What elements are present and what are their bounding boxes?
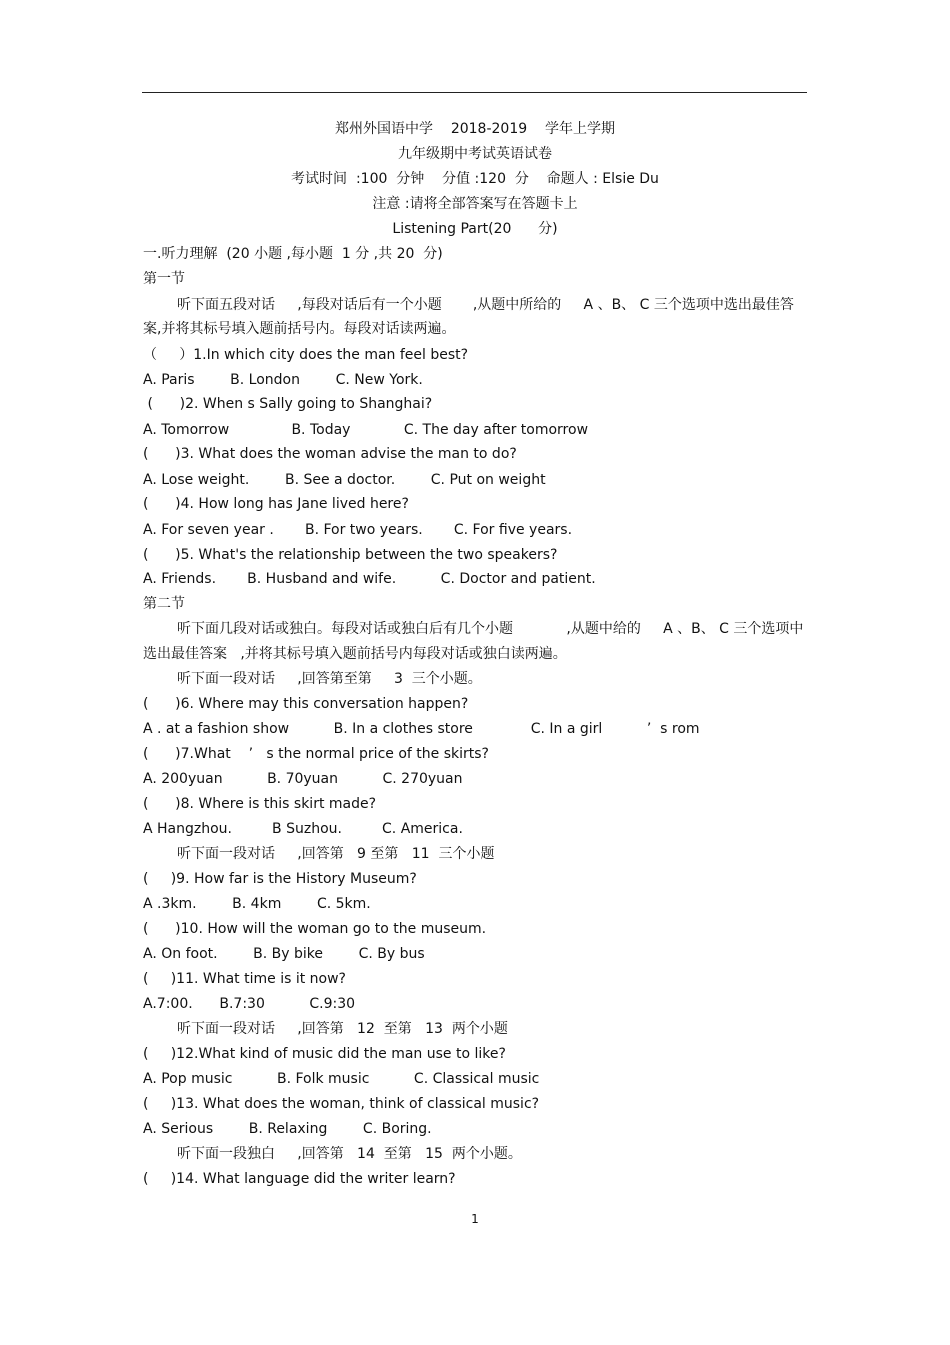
- question-6-options: A . at a fashion show B. In a clothes store C. In a girl ’ s rom: [143, 721, 700, 737]
- part2-label: 第二节: [143, 596, 185, 612]
- question-8: ( )8. Where is this skirt made?: [143, 796, 377, 812]
- question-14: ( )14. What language did the writer learn?: [143, 1171, 456, 1187]
- part2-instruction-cont: 选出最佳答案 ,并将其标号填入题前括号内每段对话或独白读两遍。: [143, 646, 567, 662]
- question-13: ( )13. What does the woman, think of classical music?: [143, 1096, 540, 1112]
- question-3: ( )3. What does the woman advise the man to do?: [143, 446, 517, 462]
- group-2-instruction: 听下面一段对话 ,回答第 9 至第 11 三个小题: [177, 846, 495, 862]
- question-12: ( )12.What kind of music did the man use to like?: [143, 1046, 506, 1062]
- question-5-options: A. Friends. B. Husband and wife. C. Doctor and patient.: [143, 571, 596, 587]
- question-7-options: A. 200yuan B. 70yuan C. 270yuan: [143, 771, 463, 787]
- question-3-options: A. Lose weight. B. See a doctor. C. Put on weight: [143, 472, 546, 488]
- question-9: ( )9. How far is the History Museum?: [143, 871, 417, 887]
- question-12-options: A. Pop music B. Folk music C. Classical music: [143, 1071, 540, 1087]
- school-title: 郑州外国语中学 2018-2019 学年上学期: [335, 121, 615, 137]
- question-10-options: A. On foot. B. By bike C. By bus: [143, 946, 425, 962]
- question-11-options: A.7:00. B.7:30 C.9:30: [143, 996, 356, 1012]
- question-4-options: A. For seven year . B. For two years. C. For five years.: [143, 522, 573, 538]
- group-3-instruction: 听下面一段对话 ,回答第 12 至第 13 两个小题: [177, 1021, 508, 1037]
- question-11: ( )11. What time is it now?: [143, 971, 346, 987]
- question-2-options: A. Tomorrow B. Today C. The day after tomorrow: [143, 422, 589, 438]
- listening-part-title: Listening Part(20 分): [392, 221, 558, 237]
- question-1: （ ）1.In which city does the man feel best?: [143, 347, 469, 363]
- question-7: ( )7.What ’ s the normal price of the skirts?: [143, 746, 489, 762]
- exam-info: 考试时间 :100 分钟 分值 :120 分 命题人 : Elsie Du: [291, 171, 659, 187]
- question-2: ( )2. When s Sally going to Shanghai?: [143, 396, 433, 412]
- section-heading: 一.听力理解 (20 小题 ,每小题 1 分 ,共 20 分): [143, 246, 443, 262]
- question-6: ( )6. Where may this conversation happen?: [143, 696, 469, 712]
- group-4-instruction: 听下面一段独白 ,回答第 14 至第 15 两个小题。: [177, 1146, 522, 1162]
- question-9-options: A .3km. B. 4km C. 5km.: [143, 896, 371, 912]
- question-1-options: A. Paris B. London C. New York.: [143, 372, 423, 388]
- top-rule: [142, 92, 807, 93]
- question-13-options: A. Serious B. Relaxing C. Boring.: [143, 1121, 432, 1137]
- part1-instruction-cont: 案,并将其标号填入题前括号内。每段对话读两遍。: [143, 321, 456, 337]
- exam-notice: 注意 :请将全部答案写在答题卡上: [372, 196, 578, 212]
- part1-label: 第一节: [143, 271, 185, 287]
- question-4: ( )4. How long has Jane lived here?: [143, 496, 409, 512]
- exam-title: 九年级期中考试英语试卷: [398, 146, 552, 162]
- question-10: ( )10. How will the woman go to the museum.: [143, 921, 487, 937]
- question-8-options: A Hangzhou. B Suzhou. C. America.: [143, 821, 463, 837]
- group-1-instruction: 听下面一段对话 ,回答第至第 3 三个小题。: [177, 671, 482, 687]
- page-number: 1: [471, 1212, 479, 1226]
- part1-instruction: 听下面五段对话 ,每段对话后有一个小题 ,从题中所给的 A 、B、 C 三个选项中选出最佳答: [177, 297, 794, 313]
- part2-instruction: 听下面几段对话或独白。每段对话或独白后有几个小题 ,从题中给的 A 、B、 C 三个选项中: [177, 621, 804, 637]
- question-5: ( )5. What's the relationship between the two speakers?: [143, 547, 558, 563]
